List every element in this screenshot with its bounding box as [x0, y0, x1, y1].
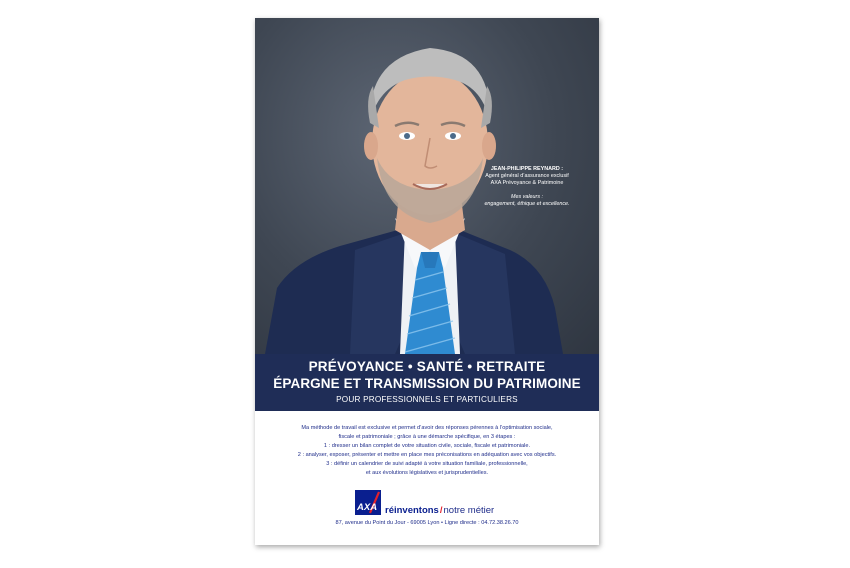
slogan-slash: /: [439, 505, 443, 516]
services-banner: [255, 354, 599, 411]
agent-role-line2: AXA Prévoyance & Patrimoine: [490, 180, 564, 187]
agent-name: JEAN-PHILIPPE REYNARD :: [490, 166, 564, 172]
banner-line-1: PRÉVOYANCE • SANTÉ • RETRAITE: [308, 359, 546, 374]
method-line: et aux évolutions législatives et jurisprudentielles.: [365, 469, 489, 476]
slogan-light: notre métier: [443, 505, 495, 516]
agent-values-text: engagement, éthique et excellence.: [484, 200, 570, 207]
method-line: 2 : analyser, exposer, présenter et mettre en place mes préconisations en adéquation avec vos objectifs.: [297, 451, 557, 458]
agent-role-line1: Agent général d’assurance exclusif: [485, 173, 569, 180]
axa-logo-mark: [355, 490, 381, 515]
slogan: [385, 505, 494, 516]
method-description: [269, 424, 585, 477]
advertisement-page: [255, 18, 599, 545]
slogan-bold: réinventons: [385, 505, 439, 516]
agent-caption: [463, 166, 591, 208]
banner-line-3: POUR PROFESSIONNELS ET PARTICULIERS: [336, 395, 518, 404]
method-line: fiscale et patrimoniale ; grâce à une démarche spécifique, en 3 étapes :: [338, 433, 516, 440]
banner-line-2: ÉPARGNE ET TRANSMISSION DU PATRIMOINE: [273, 376, 581, 391]
method-line: 3 : définir un calendrier de suivi adapté à votre situation familiale, professionnelle,: [326, 460, 528, 467]
method-line: 1 : dresser un bilan complet de votre situation civile, sociale, fiscale et patrimoniale.: [323, 442, 531, 449]
portrait-photo: [255, 18, 599, 354]
axa-logo-letters: AXA: [357, 502, 378, 513]
contact-address: 87, avenue du Point du Jour - 69005 Lyon • Ligne directe : 04.72.38.26.70: [335, 520, 519, 526]
agent-values-label: Mes valeurs :: [510, 193, 544, 200]
axa-logo: [355, 490, 381, 515]
method-line: Ma méthode de travail est exclusive et permet d’avoir des réponses pérennes à l’optimisation sociale,: [301, 425, 553, 431]
